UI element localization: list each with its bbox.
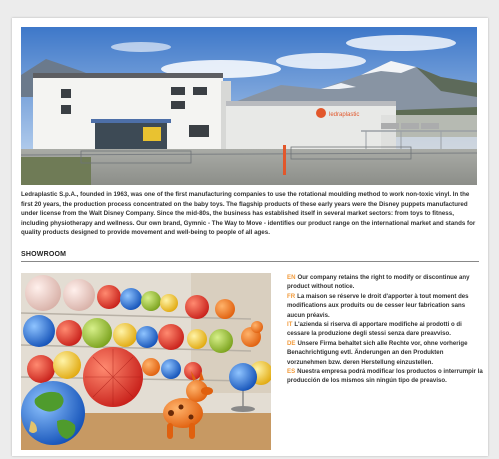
lang-code-en: EN	[287, 274, 296, 281]
product-notice	[287, 273, 483, 386]
section-title: SHOWROOM	[21, 251, 67, 258]
notice-fr	[287, 292, 483, 320]
showroom-illustration	[21, 273, 271, 450]
factory-photo	[21, 27, 477, 185]
notice-es	[287, 367, 483, 386]
lang-code-de: DE	[287, 339, 296, 347]
lang-code-fr: FR	[287, 292, 296, 300]
notice-es-text: Nuestra empresa podrá modificar los productos o interrumpir la producción de los mismos sin ningún tipo de preaviso.	[287, 368, 483, 385]
lang-code-es: ES	[287, 368, 296, 376]
factory-illustration	[21, 27, 477, 185]
showroom-photo	[21, 273, 271, 450]
notice-de-text: Unsere Firma behaltet sich alle Rechte vor, ohne vorherige Benachrichtigung evtl. Änderungen an den Produkten vorzunehmen bzw. deren Herstellung einzustellen.	[287, 339, 468, 366]
notice-de	[287, 339, 483, 367]
section-divider	[21, 261, 479, 262]
brochure-page	[12, 18, 488, 456]
notice-en	[287, 273, 483, 292]
building-sign-text: ledraplastic	[329, 112, 360, 118]
notice-it-text: L'azienda si riserva di apportare modifiche ai prodotti o di cessare la produzione degli stessi senza dare preavviso.	[287, 321, 462, 338]
notice-en-text: Our company retains the right to modify or discontinue any product without notice.	[287, 274, 470, 291]
company-intro-text: Ledraplastic S.p.A., founded in 1963, was one of the first manufacturing companies to use the rotational moulding method to work non-toxic vinyl. In the first 20 years, the production process concentrated on the baby toys. The flagship products of these early years were the Disney puppets manufactured under license from the Walt Disney Company. Since the mid-80s, the business has established itself in several market sectors: from toys to fitness, including physiotherapy and wellness. Our own brand, Gymnic - The Way to Move - identifies our product range on the international market and stands for quality products designed to provide movement and well-being to people of all ages.	[21, 191, 476, 236]
notice-it	[287, 320, 483, 339]
lang-code-it: IT	[287, 321, 293, 329]
notice-fr-text: La maison se réserve le droit d'apporter à tout moment des modifications aux produits ou de cesser leur fabrication sans aucun préavis.	[287, 292, 469, 319]
